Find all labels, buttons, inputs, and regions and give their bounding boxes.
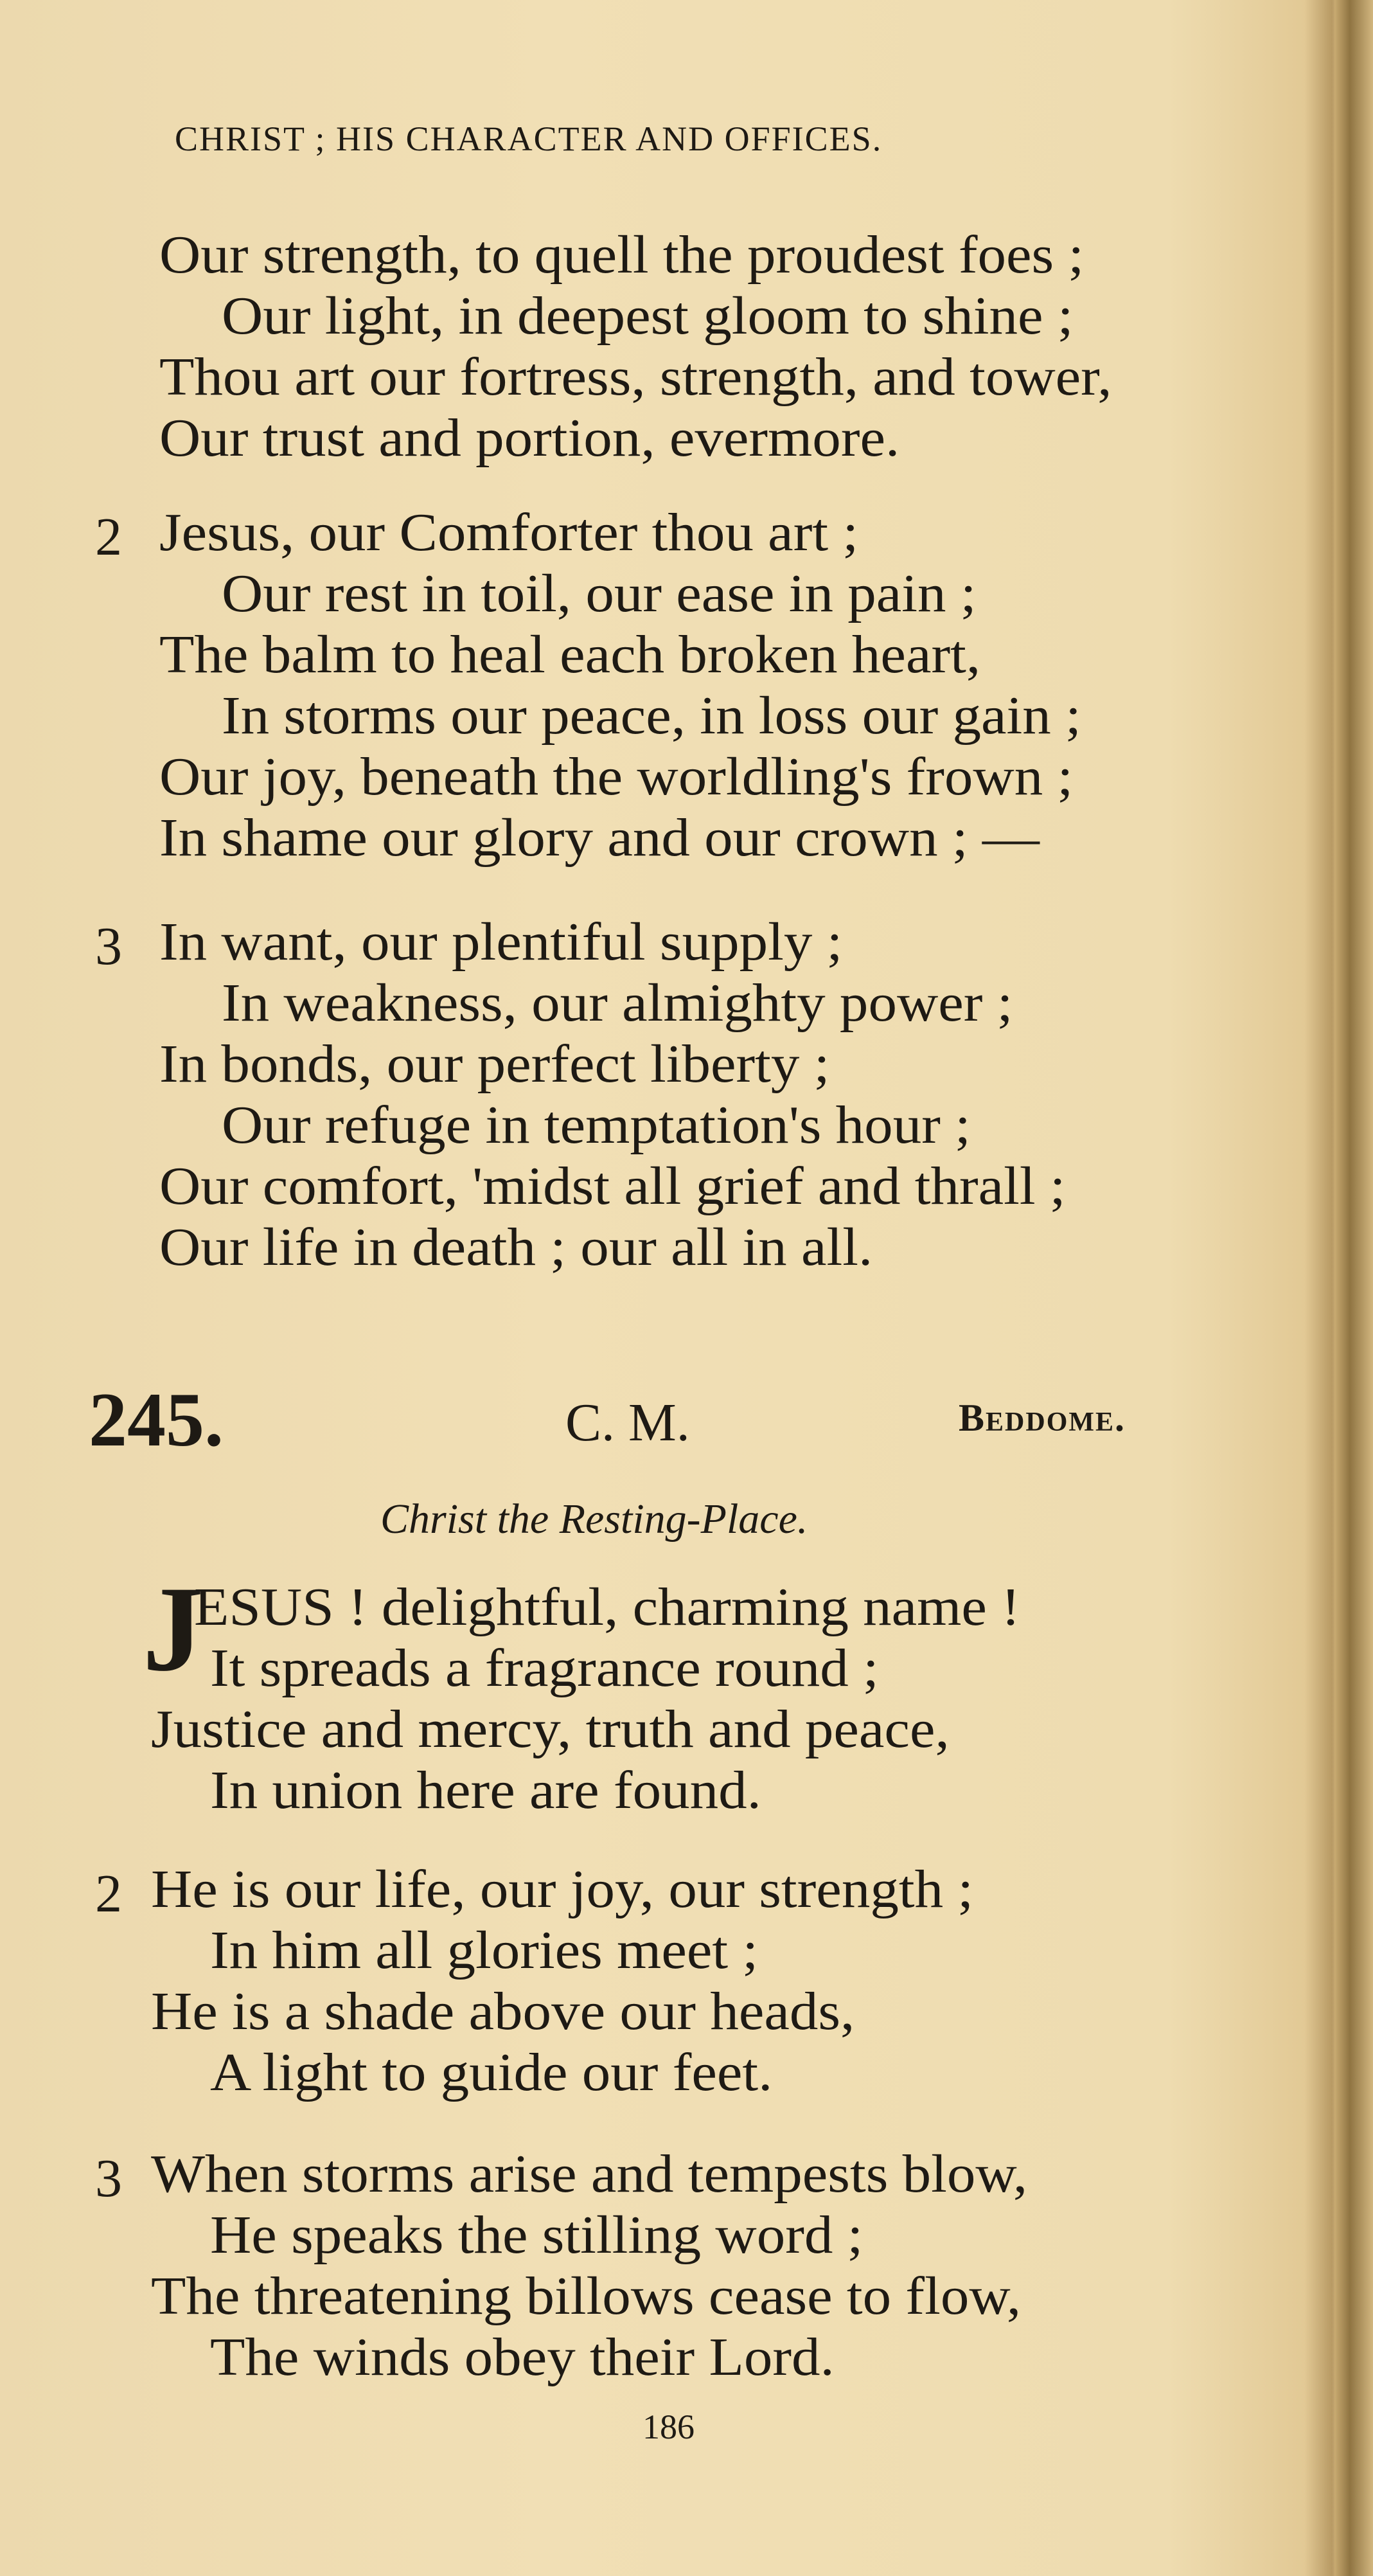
stanza-number: 2 [95, 1864, 122, 1924]
verse-line: Our refuge in temptation's hour ; [222, 1095, 971, 1155]
verse-line: ESUS ! delightful, charming name ! [194, 1577, 1020, 1637]
verse-line: Our rest in toil, our ease in pain ; [222, 564, 977, 623]
verse-line: He is our life, our joy, our strength ; [151, 1859, 974, 1919]
verse-line: The threatening billows cease to flow, [151, 2266, 1022, 2326]
verse-line: Justice and mercy, truth and peace, [151, 1699, 950, 1759]
verse-line: In shame our glory and our crown ; — [159, 808, 1040, 868]
verse-line: A light to guide our feet. [210, 2043, 773, 2102]
verse-line: The balm to heal each broken heart, [159, 625, 981, 684]
verse-line: In want, our plentiful supply ; [159, 912, 843, 972]
verse-line: Our joy, beneath the worldling's frown ; [159, 747, 1074, 807]
verse-line: In union here are found. [210, 1760, 761, 1820]
hymn-author: Beddome. [959, 1397, 1126, 1439]
verse-line: He is a shade above our heads, [151, 1981, 855, 2041]
hymn-title: Christ the Resting-Place. [380, 1496, 808, 1543]
verse-line: In him all glories meet ; [210, 1920, 759, 1980]
verse-line: In storms our peace, in loss our gain ; [222, 686, 1081, 746]
stanza-number: 2 [95, 507, 122, 567]
stanza-number: 3 [95, 2149, 122, 2208]
verse-line: Our life in death ; our all in all. [159, 1217, 873, 1277]
verse-line: It spreads a fragrance round ; [210, 1638, 879, 1698]
verse-line: Our trust and portion, evermore. [159, 408, 900, 468]
running-head: CHRIST ; HIS CHARACTER AND OFFICES. [175, 120, 883, 158]
verse-line: In bonds, our perfect liberty ; [159, 1034, 830, 1094]
verse-line: Our light, in deepest gloom to shine ; [222, 286, 1074, 346]
stanza-number: 3 [95, 917, 122, 976]
verse-line: Thou art our fortress, strength, and tower, [159, 347, 1112, 407]
verse-line: Our comfort, 'midst all grief and thrall ; [159, 1156, 1066, 1216]
hymn-meter: C. M. [565, 1393, 690, 1453]
verse-line: Our strength, to quell the proudest foes ; [159, 225, 1085, 285]
verse-line: He speaks the stilling word ; [210, 2205, 864, 2265]
verse-line: In weakness, our almighty power ; [222, 973, 1013, 1033]
verse-line: When storms arise and tempests blow, [151, 2144, 1028, 2204]
page-number: 186 [642, 2408, 695, 2446]
verse-line: The winds obey their Lord. [210, 2327, 835, 2387]
verse-line: Jesus, our Comforter thou art ; [159, 503, 859, 562]
hymn-number: 245. [89, 1377, 224, 1462]
book-page-edge [1334, 0, 1373, 2576]
drop-cap: J [143, 1562, 204, 1697]
